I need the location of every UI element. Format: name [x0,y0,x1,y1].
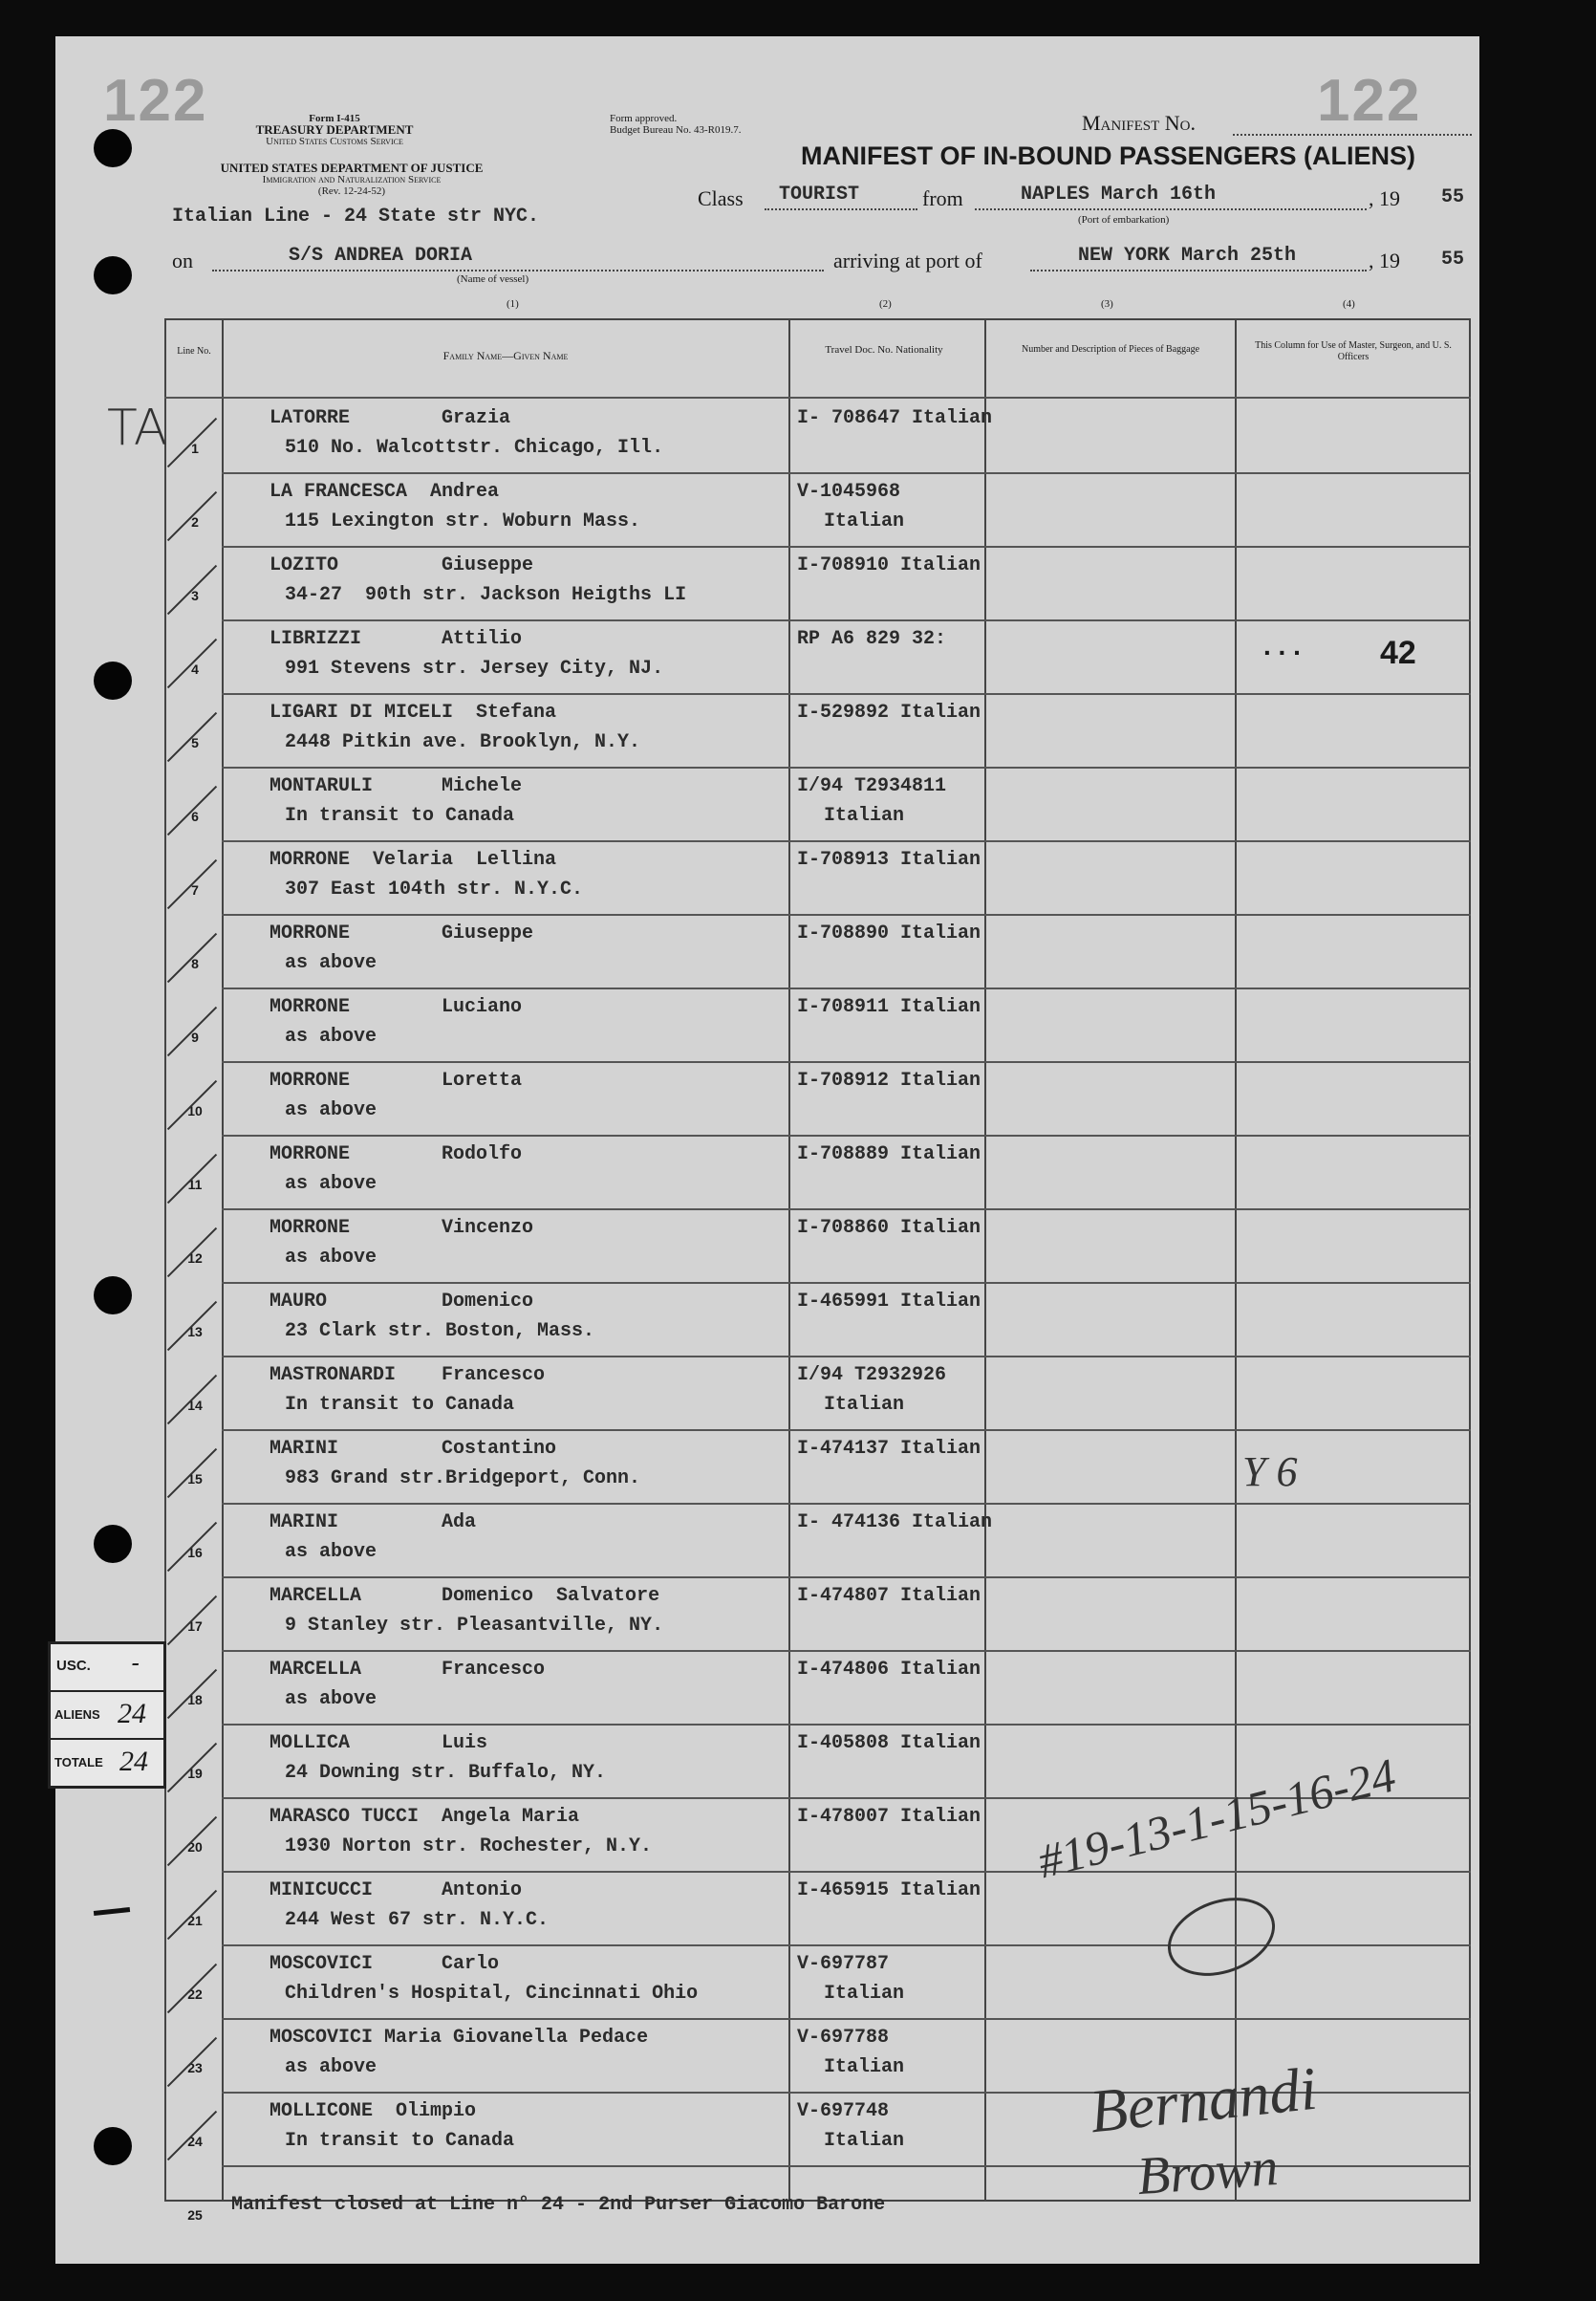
travel-doc: I-708911 Italian [797,996,981,1018]
table-row [0,1503,1596,1576]
passenger-name: LA FRANCESCA Andrea [270,481,500,503]
stamp-totale-label: TOTALE [54,1755,103,1769]
row-line-number: 18 [187,1692,203,1707]
travel-doc: I- 474136 Italian [797,1511,993,1533]
arriving-value: NEW YORK March 25th [1078,245,1297,267]
passenger-address: as above [285,952,377,974]
row-line-number: 22 [187,1986,203,2002]
travel-doc: I-474806 Italian [797,1659,981,1681]
passenger-address: as above [285,2056,377,2078]
passenger-name: MORRONE Giuseppe [270,923,534,944]
passenger-address: 9 Stanley str. Pleasantville, NY. [285,1615,664,1637]
row-line-number: 1 [191,441,199,456]
year-suffix-1: 55 [1441,186,1465,208]
year-suffix-2: 55 [1441,249,1465,271]
row-line-number: 13 [187,1324,203,1339]
travel-doc: RP A6 829 32: [797,628,947,650]
row-line-number: 5 [191,735,199,750]
nationality: Italian [824,1394,905,1416]
annotation-y6: Y 6 [1242,1448,1298,1495]
row-line-number: 19 [187,1766,203,1781]
port-note: (Port of embarkation) [1078,214,1170,226]
passenger-address: 983 Grand str.Bridgeport, Conn. [285,1467,641,1489]
from-line [975,208,1367,210]
table-row [0,988,1596,1061]
annotation-dots: . . . [1263,631,1301,661]
stamp-usc-label: USC. [56,1658,91,1674]
passenger-address: 2448 Pitkin ave. Brooklyn, N.Y. [285,731,641,753]
punch-hole [94,256,132,294]
count-stamp [48,1641,166,1789]
annotation-handnote: #19-13-1-15-16-24 [1032,1747,1401,1889]
passenger-address: 510 No. Walcottstr. Chicago, Ill. [285,437,664,459]
table-row [0,472,1596,546]
passenger-name: MOSCOVICI Carlo [270,1953,500,1975]
page-title: MANIFEST OF IN-BOUND PASSENGERS (ALIENS) [801,141,1416,170]
travel-doc: I-465991 Italian [797,1291,981,1313]
col-number-1: (1) [507,298,519,310]
row-line-number: 10 [187,1103,203,1118]
col-header-travel-doc: Travel Doc. No. Nationality [825,344,943,356]
passenger-name: MARCELLA Francesco [270,1659,546,1681]
row-line-number: 7 [191,882,199,898]
table-row [0,2018,1596,2092]
col-header-line-no: Line No. [177,346,211,357]
table-row [0,546,1596,619]
passenger-name: LOZITO Giuseppe [270,554,534,576]
vessel-name: S/S ANDREA DORIA [289,245,473,267]
passenger-name: MOSCOVICI Maria Giovanella Pedace [270,2027,649,2049]
passenger-name: MORRONE Luciano [270,996,523,1018]
justice-dept: UNITED STATES DEPARTMENT OF JUSTICE Immigration and Naturalization Service (Rev. 12-24-52) [220,161,484,197]
passenger-name: LIBRIZZI Attilio [270,628,523,650]
nationality: Italian [824,2056,905,2078]
passenger-name: MORRONE Loretta [270,1070,523,1092]
passenger-address: In transit to Canada [285,2130,515,2152]
year-prefix-2: , 19 [1369,249,1400,272]
travel-doc: I-478007 Italian [797,1806,981,1828]
passenger-name: MINICUCCI Antonio [270,1879,523,1901]
table-row [0,1135,1596,1208]
table-row [0,1576,1596,1650]
row-line-number: 25 [187,2207,203,2223]
stamp-totale-row [51,1740,163,1786]
table-row [0,1871,1596,1944]
passenger-name: MARCELLA Domenico Salvatore [270,1585,660,1607]
col-number-3: (3) [1101,298,1113,310]
table-row [0,1944,1596,2018]
passenger-address: 23 Clark str. Boston, Mass. [285,1320,595,1342]
page-number-right: 122 [1317,68,1422,134]
passenger-address: as above [285,1247,377,1269]
punch-hole [94,129,132,167]
class-line [765,208,917,210]
stamp-aliens-row [51,1692,163,1740]
table-row [0,767,1596,840]
passenger-address: 1930 Norton str. Rochester, N.Y. [285,1835,653,1857]
table-row [0,2165,1596,2239]
row-line-number: 8 [191,956,199,971]
travel-doc: I- 708647 Italian [797,407,993,429]
table-row [0,619,1596,693]
passenger-name: MOLLICONE Olimpio [270,2100,477,2122]
passenger-name: MASTRONARDI Francesco [270,1364,546,1386]
passenger-name: MARASCO TUCCI Angela Maria [270,1806,580,1828]
col-header-baggage: Number and Description of Pieces of Baggage [1021,344,1200,355]
travel-doc: I-708912 Italian [797,1070,981,1092]
form-number: Form I-415 TREASURY DEPARTMENT United States Customs Service [255,113,414,147]
stamp-usc-value: - [131,1648,140,1677]
travel-doc: I/94 T2932926 [797,1364,947,1386]
passenger-address: as above [285,1541,377,1563]
manifest-no-line [1233,134,1472,136]
arriving-label: arriving at port of [833,249,982,272]
travel-doc: V-697787 [797,1953,890,1975]
nationality: Italian [824,510,905,532]
table-row [0,1650,1596,1724]
passenger-name: LIGARI DI MICELI Stefana [270,702,557,724]
passenger-name: MOLLICA Luis [270,1732,488,1754]
class-value: TOURIST [779,184,860,206]
travel-doc: I-405808 Italian [797,1732,981,1754]
annotation-ta: TA [107,400,168,457]
passenger-address: 991 Stevens str. Jersey City, NJ. [285,658,664,680]
passenger-name: MORRONE Velaria Lellina [270,849,557,871]
travel-doc: I-465915 Italian [797,1879,981,1901]
nationality: Italian [824,2130,905,2152]
col-number-2: (2) [879,298,892,310]
row-line-number: 20 [187,1839,203,1855]
passenger-name: LATORRE Grazia [270,407,511,429]
travel-doc: I-474137 Italian [797,1438,981,1460]
travel-doc: V-1045968 [797,481,901,503]
travel-doc: I-708890 Italian [797,923,981,944]
table-row [0,693,1596,767]
table-row [0,1429,1596,1503]
travel-doc: I-474807 Italian [797,1585,981,1607]
passenger-address: 244 West 67 str. N.Y.C. [285,1909,550,1931]
row-line-number: 2 [191,514,199,530]
table-row [0,2092,1596,2165]
col-header-name: Family Name—Given Name [442,349,569,362]
vessel-note: (Name of vessel) [457,273,529,285]
passenger-name: MORRONE Vincenzo [270,1217,534,1239]
col-header-officers: This Column for Use of Master, Surgeon, and U. S. Officers [1255,340,1452,362]
row-line-number: 14 [187,1398,203,1413]
row-line-number: 24 [187,2134,203,2149]
stamp-totale-value: 24 [119,1746,148,1777]
row-line-number: 11 [187,1177,203,1192]
signature-1: Bernandi [1086,2053,1321,2146]
passenger-address: as above [285,1026,377,1048]
passenger-address: 307 East 104th str. N.Y.C. [285,879,584,901]
from-label: from [922,186,963,210]
table-row [0,399,1596,472]
travel-doc: I-708913 Italian [797,849,981,871]
stamp-aliens-label: ALIENS [54,1707,100,1722]
passenger-address: Children's Hospital, Cincinnati Ohio [285,1983,699,2005]
annotation-42: 42 [1380,635,1416,671]
passenger-address: In transit to Canada [285,805,515,827]
passenger-address: 34-27 90th str. Jackson Heigths LI [285,584,687,606]
passenger-name: MAURO Domenico [270,1291,534,1313]
nationality: Italian [824,1983,905,2005]
arriving-line [1030,270,1367,271]
row-line-number: 21 [187,1913,203,1928]
travel-doc: I-529892 Italian [797,702,981,724]
table-row [0,1282,1596,1356]
passenger-address: as above [285,1688,377,1710]
stamp-aliens-value: 24 [118,1698,146,1729]
passenger-address: 115 Lexington str. Woburn Mass. [285,510,641,532]
table-row [0,1208,1596,1282]
travel-doc: I-708860 Italian [797,1217,981,1239]
table-row [0,840,1596,914]
passenger-address: as above [285,1099,377,1121]
on-label: on [172,249,193,272]
travel-doc: I-708910 Italian [797,554,981,576]
nationality: Italian [824,805,905,827]
manifest-no-label: Manifest No. [1082,111,1196,135]
passenger-name: Manifest closed at Line n° 24 - 2nd Purser Giacomo Barone [231,2194,886,2216]
passenger-address: as above [285,1173,377,1195]
from-value: NAPLES March 16th [1021,184,1217,206]
row-line-number: 9 [191,1030,199,1045]
passenger-address: In transit to Canada [285,1394,515,1416]
travel-doc: V-697748 [797,2100,890,2122]
passenger-name: MORRONE Rodolfo [270,1143,523,1165]
row-line-number: 23 [187,2060,203,2075]
table-row [0,914,1596,988]
row-line-number: 12 [187,1250,203,1266]
row-line-number: 16 [187,1545,203,1560]
class-label: Class [698,186,744,210]
year-prefix-1: , 19 [1369,186,1400,210]
row-line-number: 17 [187,1618,203,1634]
row-line-number: 15 [187,1471,203,1487]
table-row [0,1356,1596,1429]
row-line-number: 3 [191,588,199,603]
travel-doc: I/94 T2934811 [797,775,947,797]
line-company: Italian Line - 24 State str NYC. [172,206,540,228]
form-approved: Form approved. Budget Bureau No. 43-R019.7. [610,113,742,136]
passenger-address: 24 Downing str. Buffalo, NY. [285,1762,607,1784]
vessel-line [212,270,824,271]
table-row [0,1061,1596,1135]
col-number-4: (4) [1343,298,1355,310]
page-number-left: 122 [103,68,208,134]
passenger-name: MARINI Ada [270,1511,477,1533]
signature-2: Brown [1135,2137,1281,2207]
passenger-name: MONTARULI Michele [270,775,523,797]
travel-doc: V-697788 [797,2027,890,2049]
stamp-usc-row [51,1644,163,1692]
row-line-number: 6 [191,809,199,824]
row-line-number: 4 [191,662,199,677]
travel-doc: I-708889 Italian [797,1143,981,1165]
passenger-name: MARINI Costantino [270,1438,557,1460]
